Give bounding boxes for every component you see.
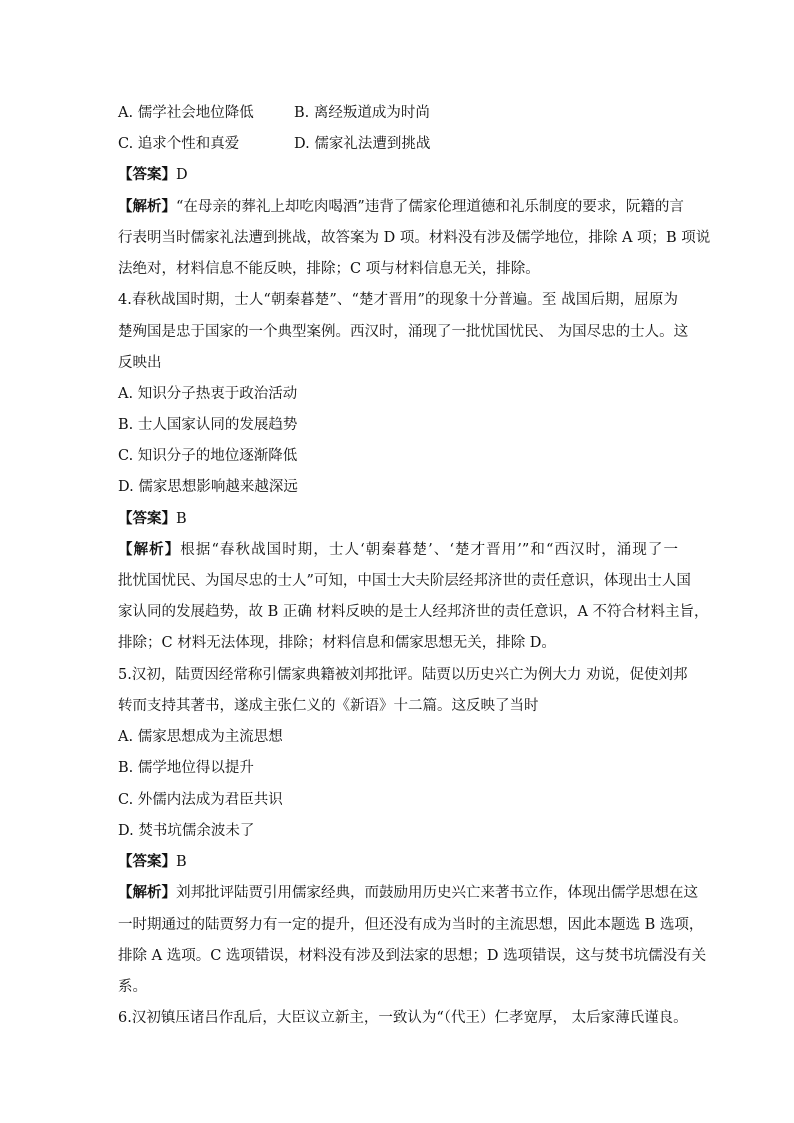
- q4-stem-line-1: 4.春秋战国时期，士人“朝秦暮楚”、“楚才晋用”的现象十分普遍。至 战国后期，屈原为: [118, 292, 678, 308]
- q5-analysis-line-4: 系。: [118, 979, 147, 995]
- q5-analysis-line-1: 【解析】刘邦批评陆贾引用儒家经典，而鼓励用历史兴亡来著书立作，体现出儒学思想在这: [118, 884, 698, 901]
- q4-analysis-line-2: 批忧国忧民、为国尽忠的士人”可知，中国士大夫阶层经邦济世的责任意识，体现出士人国: [118, 573, 691, 589]
- q4-option-a[interactable]: A. 知识分子热衷于政治活动: [118, 386, 298, 402]
- q3-answer-label: 【答案】: [118, 166, 176, 183]
- q3-analysis-line-3: 法绝对，材料信息不能反映，排除；C 项与材料信息无关，排除。: [118, 261, 540, 277]
- q4-analysis-label: 【解析】: [118, 541, 181, 558]
- q5-stem-line-1: 5.汉初，陆贾因经常称引儒家典籍被刘邦批评。陆贾以历史兴亡为例大力 劝说，促使刘邦: [118, 667, 688, 683]
- q5-stem-line-2: 转而支持其著书，遂成主张仁义的《新语》十二篇。这反映了当时: [118, 698, 539, 714]
- q6-stem-line-1: 6.汉初镇压诸吕作乱后，大臣议立新主，一致认为“（代王）仁孝宽厚， 太后家薄氏谨良。: [118, 1010, 688, 1026]
- q4-option-c[interactable]: C. 知识分子的地位逐渐降低: [118, 448, 298, 464]
- q3-option-c[interactable]: C. 追求个性和真爱: [118, 136, 240, 152]
- q3-answer-value: D: [176, 167, 188, 183]
- q3-analysis-line-2: 行表明当时儒家礼法遭到挑战，故答案为 D 项。材料没有涉及儒学地位，排除 A 项；B 项说: [118, 230, 711, 246]
- q3-options-row-2: [118, 134, 430, 154]
- q4-stem-line-3: 反映出: [118, 355, 162, 371]
- q3-analysis-label: 【解析】: [118, 198, 176, 215]
- q5-answer-value: B: [176, 854, 187, 870]
- q4-analysis-line-4: 排除；C 材料无法体现，排除；材料信息和儒家思想无关，排除 D。: [118, 635, 556, 651]
- q5-option-d[interactable]: D. 焚书坑儒余波未了: [118, 823, 255, 839]
- q4-answer: [118, 509, 187, 529]
- q4-answer-value: B: [176, 511, 187, 527]
- q5-option-a[interactable]: A. 儒家思想成为主流思想: [118, 729, 283, 745]
- q5-option-c[interactable]: C. 外儒内法成为君臣共识: [118, 792, 283, 808]
- q4-analysis-line-3: 家认同的发展趋势，故 B 正确 材料反映的是士人经邦济世的责任意识，A 不符合材料主旨，: [118, 604, 709, 620]
- q4-option-d[interactable]: D. 儒家思想影响越来越深远: [118, 479, 298, 495]
- q5-option-b[interactable]: B. 儒学地位得以提升: [118, 760, 254, 776]
- q5-analysis-line-2: 一时期通过的陆贾努力有一定的提升，但还没有成为当时的主流思想，因此本题选 B 选项，: [118, 917, 704, 933]
- q3-option-a[interactable]: A. 儒学社会地位降低: [118, 105, 254, 121]
- q3-option-d[interactable]: D. 儒家礼法遭到挑战: [294, 136, 431, 152]
- q4-option-b[interactable]: B. 士人国家认同的发展趋势: [118, 417, 298, 433]
- q4-answer-label: 【答案】: [118, 510, 176, 527]
- q5-analysis-line-3: 排除 A 选项。C 选项错误，材料没有涉及到法家的思想；D 选项错误，这与焚书坑儒没有关: [118, 948, 707, 964]
- q3-option-b[interactable]: B. 离经叛道成为时尚: [294, 105, 430, 121]
- q5-answer-label: 【答案】: [118, 853, 176, 870]
- q5-answer: [118, 852, 187, 872]
- q4-analysis-line-1: 【解析】根据“春秋战国时期，士人‘朝秦暮楚’、‘楚才晋用’”和“西汉时，涌现了一: [118, 541, 678, 558]
- q3-options-row-1: [118, 103, 430, 123]
- q3-answer: [118, 165, 188, 185]
- q3-analysis-line-1: 【解析】“在母亲的葬礼上却吃肉喝酒”违背了儒家伦理道德和礼乐制度的要求，阮籍的言: [118, 198, 684, 215]
- q4-stem-line-2: 楚殉国是忠于国家的一个典型案例。西汉时，涌现了一批忧国忧民、 为国尽忠的士人。这: [118, 324, 689, 340]
- q5-analysis-label: 【解析】: [118, 884, 176, 901]
